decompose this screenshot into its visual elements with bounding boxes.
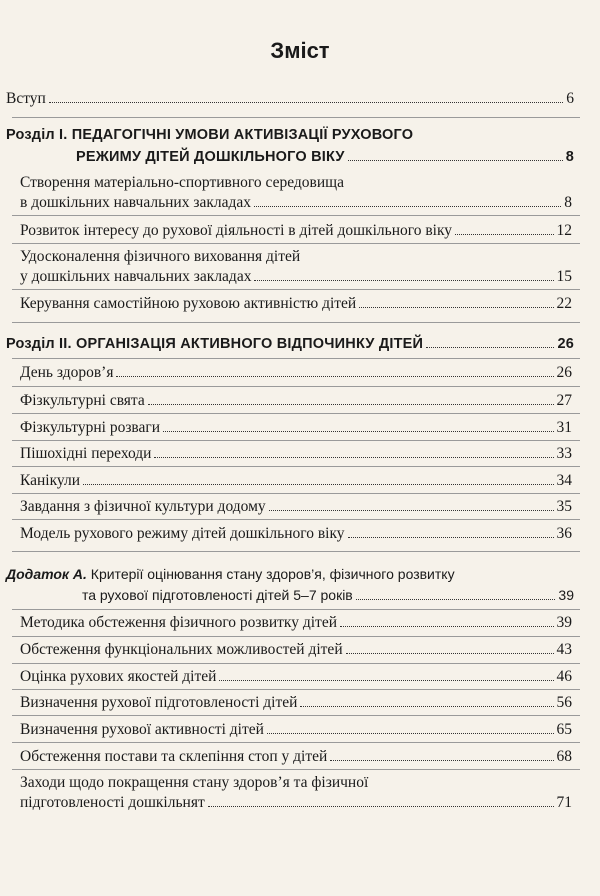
page-number: 12 xyxy=(556,222,572,239)
dot-leader xyxy=(116,376,553,377)
page-number: 35 xyxy=(556,498,572,515)
toc-entry[interactable] xyxy=(20,640,572,660)
toc-entry[interactable] xyxy=(20,247,572,287)
dot-leader xyxy=(346,653,554,654)
page-number: 71 xyxy=(556,794,572,811)
entry-title: Канікули xyxy=(20,472,81,489)
toc-entry[interactable] xyxy=(20,363,572,383)
toc-entry[interactable] xyxy=(20,444,572,464)
divider xyxy=(12,663,580,664)
divider xyxy=(12,117,580,118)
toc-entry[interactable] xyxy=(20,613,572,633)
toc-entry[interactable] xyxy=(20,173,572,213)
entry-title-cont: в дошкільних навчальних закладах xyxy=(20,194,252,211)
page-number: 26 xyxy=(557,336,574,352)
entry-title-cont: РЕЖИМУ ДІТЕЙ ДОШКІЛЬНОГО ВІКУ xyxy=(76,149,345,165)
entry-title: Визначення рухової підготовленості дітей xyxy=(20,694,298,711)
page-number: 36 xyxy=(556,525,572,542)
dot-leader xyxy=(348,160,563,161)
entry-title: Фізкультурні свята xyxy=(20,392,145,409)
divider xyxy=(12,742,580,743)
page-number: 39 xyxy=(558,587,574,603)
entry-title: Обстеження постави та склепіння стоп у дітей xyxy=(20,748,328,765)
page-number: 31 xyxy=(556,419,572,436)
page-number: 65 xyxy=(556,721,572,738)
page-number: 39 xyxy=(556,614,572,631)
dot-leader xyxy=(208,806,554,807)
dot-leader xyxy=(300,706,553,707)
dot-leader xyxy=(148,404,554,405)
entry-title: Керування самостійною руховою активністю дітей xyxy=(20,295,357,312)
dot-leader xyxy=(267,733,554,734)
entry-title: Методика обстеження фізичного розвитку дітей xyxy=(20,614,338,631)
entry-title-cont: та рухової підготовленості дітей 5–7 років xyxy=(82,587,353,603)
dot-leader xyxy=(49,102,563,103)
dot-leader xyxy=(348,537,554,538)
toc-entry[interactable] xyxy=(20,693,572,713)
dot-leader xyxy=(254,280,553,281)
toc-entry[interactable] xyxy=(20,294,572,314)
toc-entry[interactable] xyxy=(20,524,572,544)
entry-title: Визначення рухової активності дітей xyxy=(20,721,264,738)
entry-title: Розділ II. ОРГАНІЗАЦІЯ АКТИВНОГО ВІДПОЧИНКУ ДІТЕЙ xyxy=(6,336,424,352)
entry-title: Розвиток інтересу до рухової діяльності в дітей дошкільного віку xyxy=(20,222,453,239)
entry-title: Створення матеріально-спортивного середовища xyxy=(20,174,344,191)
entry-title: Обстеження функціональних можливостей дітей xyxy=(20,641,343,658)
divider xyxy=(12,358,580,359)
appendix-label: Додаток А. xyxy=(6,566,87,582)
page-number: 68 xyxy=(556,748,572,765)
dot-leader xyxy=(356,599,556,600)
page-number: 22 xyxy=(556,295,572,312)
page-number: 43 xyxy=(556,641,572,658)
divider xyxy=(12,413,580,414)
page-number: 33 xyxy=(556,445,572,462)
divider xyxy=(12,689,580,690)
dot-leader xyxy=(254,206,561,207)
divider xyxy=(12,243,580,244)
entry-title-cont: підготовленості дошкільнят xyxy=(20,794,205,811)
page-number: 6 xyxy=(566,90,574,107)
toc-entry-appendix-a[interactable] xyxy=(6,564,574,606)
divider xyxy=(12,609,580,610)
page-number: 34 xyxy=(556,472,572,489)
toc-entry-section-1[interactable] xyxy=(6,124,574,168)
toc-entry[interactable] xyxy=(20,773,572,813)
toc-entry[interactable] xyxy=(20,720,572,740)
divider xyxy=(12,466,580,467)
entry-title: Фізкультурні розваги xyxy=(20,419,161,436)
entry-title: Вступ xyxy=(6,90,46,107)
page-number: 46 xyxy=(556,668,572,685)
dot-leader xyxy=(330,760,553,761)
dot-leader xyxy=(455,234,553,235)
toc-entry[interactable] xyxy=(20,391,572,411)
toc-entry-section-2[interactable] xyxy=(6,334,574,354)
dot-leader xyxy=(359,307,553,308)
page-number: 26 xyxy=(556,364,572,381)
dot-leader xyxy=(154,457,553,458)
divider xyxy=(12,289,580,290)
entry-title: Заходи щодо покращення стану здоров’я та фізичної xyxy=(20,774,369,791)
divider xyxy=(12,769,580,770)
divider xyxy=(12,551,580,552)
page-title: Зміст xyxy=(270,38,330,63)
dot-leader xyxy=(219,680,553,681)
entry-title: Удосконалення фізичного виховання дітей xyxy=(20,248,301,265)
divider xyxy=(12,715,580,716)
entry-title: Модель рухового режиму дітей дошкільного віку xyxy=(20,525,345,542)
divider xyxy=(12,440,580,441)
dot-leader xyxy=(83,484,553,485)
page-number: 27 xyxy=(556,392,572,409)
divider xyxy=(12,386,580,387)
entry-title: Пішохідні переходи xyxy=(20,445,152,462)
toc-entry[interactable] xyxy=(20,747,572,767)
entry-title: Критерії оцінювання стану здоров’я, фізичного розвитку xyxy=(90,566,455,582)
entry-title: Завдання з фізичної культури додому xyxy=(20,498,266,515)
page-number: 15 xyxy=(556,268,572,285)
dot-leader xyxy=(426,347,554,348)
dot-leader xyxy=(340,626,553,627)
page-number: 56 xyxy=(556,694,572,711)
dot-leader xyxy=(163,431,553,432)
toc-entry[interactable] xyxy=(20,221,572,241)
entry-title-cont: у дошкільних навчальних закладах xyxy=(20,268,252,285)
divider xyxy=(12,636,580,637)
toc-entry[interactable] xyxy=(20,497,572,517)
divider xyxy=(12,215,580,216)
toc-entry[interactable] xyxy=(20,418,572,438)
dot-leader xyxy=(269,510,554,511)
page-number: 8 xyxy=(565,149,574,165)
toc-entry[interactable] xyxy=(20,667,572,687)
divider xyxy=(12,519,580,520)
divider xyxy=(12,493,580,494)
entry-title: Оцінка рухових якостей дітей xyxy=(20,668,217,685)
entry-title: День здоров’я xyxy=(20,364,114,381)
page-number: 8 xyxy=(564,194,572,211)
toc-entry[interactable] xyxy=(20,471,572,491)
toc-entry-intro[interactable] xyxy=(6,89,574,109)
divider xyxy=(12,322,580,323)
entry-title: Розділ I. ПЕДАГОГІЧНІ УМОВИ АКТИВІЗАЦІЇ РУХОВОГО xyxy=(6,127,414,143)
